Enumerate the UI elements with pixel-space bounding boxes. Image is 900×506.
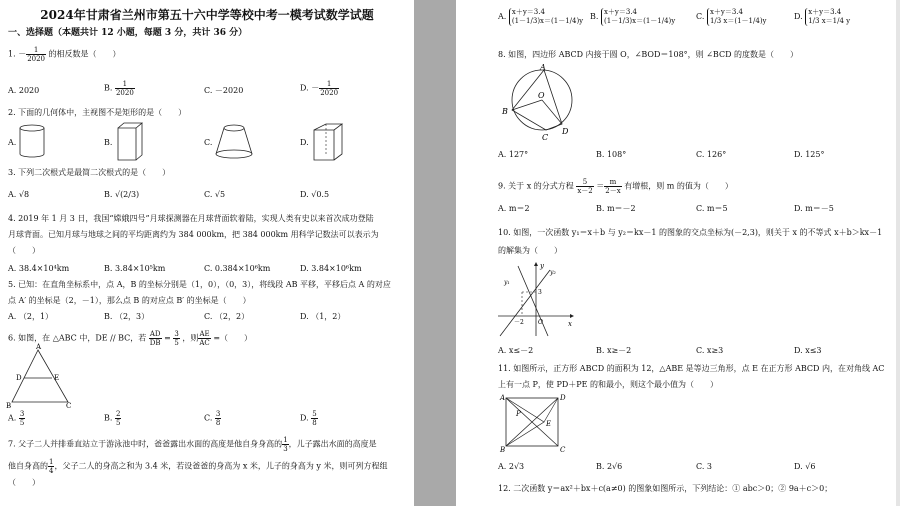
question-8: 8. 如图，四边形 ABCD 内接于圆 O，∠BOD＝108°，则 ∠BCD 的度数是（ ） bbox=[498, 50, 799, 59]
label-D: D bbox=[562, 127, 569, 136]
option-c[interactable]: C. 126° bbox=[696, 150, 727, 159]
option-c[interactable]: C. （2，2） bbox=[204, 312, 250, 321]
section-heading: 一、选择题（本题共计 12 小题，每题 3 分，共计 36 分） bbox=[8, 28, 248, 38]
question-11-line1: 11. 如图所示，正方形 ABCD 的面积为 12，△ABE 是等边三角形，点 E 在正方形 ABCD 内，在对角线 AC bbox=[498, 364, 885, 373]
option-a[interactable]: A. $\frac{3}{5}$ bbox=[8, 410, 25, 427]
option-b[interactable]: B. x＋y＝3.4 (1－1/3)x＝(1－1/4)y bbox=[590, 8, 676, 25]
label-y: y bbox=[540, 262, 544, 270]
prism-figure bbox=[312, 122, 348, 162]
question-text: 的相反数是（ ） bbox=[48, 49, 121, 59]
page-gap bbox=[414, 0, 456, 506]
option-a[interactable]: A. 2020 bbox=[8, 86, 40, 95]
document-page-right bbox=[456, 0, 900, 506]
option-b[interactable]: B. bbox=[104, 138, 113, 147]
label-C: C bbox=[66, 402, 72, 410]
page-title: 2024年甘肃省兰州市第五十六中学等校中考一模考试数学试题 bbox=[40, 8, 374, 22]
label-y1: y₁ bbox=[504, 279, 510, 286]
question-12: 12. 二次函数 y＝ax²＋bx＋c(a≠0) 的图象如图所示，下列结论：① abc＞0；② 9a＋c＞0； bbox=[498, 484, 833, 493]
option-d[interactable]: D. （1，2） bbox=[300, 312, 346, 321]
question-7-line2: 他自身高的 $\frac{1}{4}$ ，父子二人的身高之和为 3.4 米，若设爸爸的身高为 x 米，儿子的身高为 y 米，则可列方程组 bbox=[8, 458, 388, 475]
option-b[interactable]: B. 3.84×10⁵km bbox=[104, 264, 166, 273]
option-a[interactable]: A. m＝2 bbox=[498, 204, 530, 213]
label-three: 3 bbox=[538, 289, 542, 296]
option-d[interactable]: D. － $\frac{1}{2020}$ bbox=[300, 80, 339, 97]
option-a[interactable]: A. 127° bbox=[498, 150, 529, 159]
square-figure bbox=[500, 394, 566, 452]
option-b[interactable]: B. $\frac{1}{2020}$ bbox=[104, 80, 134, 97]
option-a[interactable]: A. √8 bbox=[8, 190, 30, 199]
question-10-line1: 10. 如图，一次函数 y₁＝x＋b 与 y₂＝kx－1 的图象的交点坐标为(－2,3)，则关于 x 的不等式 x＋b＞kx－1 bbox=[498, 228, 883, 237]
option-c[interactable]: C. $\frac{3}{8}$ bbox=[204, 410, 221, 427]
question-number: 1. bbox=[8, 49, 16, 59]
fraction: $\frac{1}{2020}$ bbox=[27, 46, 46, 63]
label-C: C bbox=[542, 133, 549, 142]
cylinder-figure bbox=[18, 124, 48, 160]
option-b[interactable]: B. 2√6 bbox=[596, 462, 623, 471]
label-B: B bbox=[6, 402, 12, 410]
label-B: B bbox=[500, 446, 506, 454]
option-d[interactable]: D. 3.84×10⁶km bbox=[300, 264, 362, 273]
linear-functions-graph bbox=[496, 262, 576, 338]
option-b[interactable]: B. 108° bbox=[596, 150, 627, 159]
label-neg2: －2 bbox=[514, 319, 524, 326]
cuboid-figure bbox=[116, 122, 146, 162]
question-10-line2: 的解集为（ ） bbox=[498, 246, 562, 255]
option-d[interactable]: D. m＝－5 bbox=[794, 204, 834, 213]
question-7-line1: 7. 父子二人并排垂直站立于游泳池中时，爸爸露出水面的高度是他自身身高的 $\frac{1}{3}$ ，儿子露出水面的高度是 bbox=[8, 436, 377, 453]
label-A: A bbox=[500, 394, 506, 402]
option-c[interactable]: C. 0.384×10⁶km bbox=[204, 264, 271, 273]
option-b[interactable]: B. √(2/3) bbox=[104, 190, 140, 199]
label-P: P bbox=[516, 410, 521, 418]
label-D: D bbox=[560, 394, 566, 402]
option-a[interactable]: A. x＋y＝3.4 (1－1/3)x＝(1－1/4)y bbox=[498, 8, 584, 25]
label-C: C bbox=[560, 446, 566, 454]
option-b[interactable]: B. （2，3） bbox=[104, 312, 150, 321]
option-a[interactable]: A. x≤－2 bbox=[498, 346, 534, 355]
question-5-line2: 点 A′ 的坐标是（2，－1），那么点 B 的对应点 B′ 的坐标是（ ） bbox=[8, 296, 251, 305]
label-x: x bbox=[568, 320, 572, 328]
question-5-line1: 5. 已知：在直角坐标系中，点 A，B 的坐标分别是（1，0），（0，3），将线段 AB 平移，平移后点 A 的对应 bbox=[8, 280, 391, 289]
option-c[interactable]: C. 3 bbox=[696, 462, 713, 471]
option-d[interactable]: D. 125° bbox=[794, 150, 825, 159]
option-a[interactable]: A. （2，1） bbox=[8, 312, 54, 321]
label-O: O bbox=[538, 91, 545, 100]
label-E: E bbox=[546, 420, 552, 428]
question-11-line2: 上有一点 P，使 PD＋PE 的和最小，则这个最小值为（ ） bbox=[498, 380, 719, 389]
option-c[interactable]: C. x≥3 bbox=[696, 346, 724, 355]
option-d[interactable]: D. $\frac{5}{8}$ bbox=[300, 410, 317, 427]
frustum-figure bbox=[214, 124, 254, 160]
option-d[interactable]: D. x＋y＝3.4 1/3 x＝1/4 y bbox=[794, 8, 851, 25]
label-E: E bbox=[54, 374, 60, 382]
circle-quadrilateral-figure bbox=[502, 63, 582, 142]
question-4-line1: 4. 2019 年 1 月 3 日，我国“嫦娥四号”月球探测器在月球背面软着陆，实现人类有史以来首次成功登陆 bbox=[8, 214, 374, 223]
option-b[interactable]: B. $\frac{2}{5}$ bbox=[104, 410, 121, 427]
question-2: 2. 下面的几何体中，主视图不是矩形的是（ ） bbox=[8, 108, 187, 117]
option-b[interactable]: B. x≥－2 bbox=[596, 346, 632, 355]
option-a[interactable]: A. 38.4×10⁴km bbox=[8, 264, 70, 273]
label-B: B bbox=[502, 107, 508, 116]
option-d[interactable]: D. x≤3 bbox=[794, 346, 822, 355]
option-c[interactable]: C. √5 bbox=[204, 190, 226, 199]
question-6: 6. 如图，在 △ABC 中，DE // BC，若 $\frac{AD}{DB}$ = $\frac{3}{5}$ ，则 $\frac{AE}{AC}$ =（ ） bbox=[8, 330, 253, 347]
question-1: 1. － $\frac{1}{2020}$ 的相反数是（ ） bbox=[8, 46, 121, 63]
option-b[interactable]: B. m＝－2 bbox=[596, 204, 636, 213]
option-c[interactable]: C. x＋y＝3.4 1/3 x＝(1－1/4)y bbox=[696, 8, 767, 25]
option-a[interactable]: A. bbox=[8, 138, 17, 147]
option-c[interactable]: C. bbox=[204, 138, 213, 147]
question-4-line3: （ ） bbox=[8, 246, 40, 255]
question-9: 9. 关于 x 的分式方程 $\frac{5}{x-2}$ ＝ $\frac{m}{2-x}$ 有增根，则 m 的值为（ ） bbox=[498, 178, 733, 195]
option-d[interactable]: D. bbox=[300, 138, 309, 147]
option-d[interactable]: D. √6 bbox=[794, 462, 816, 471]
option-c[interactable]: C. －2020 bbox=[204, 86, 244, 95]
label-A: A bbox=[540, 63, 546, 72]
option-c[interactable]: C. m＝5 bbox=[696, 204, 728, 213]
option-d[interactable]: D. √0.5 bbox=[300, 190, 330, 199]
option-a[interactable]: A. 2√3 bbox=[498, 462, 525, 471]
triangle-figure bbox=[6, 343, 78, 410]
label-D: D bbox=[16, 374, 22, 382]
scrollbar[interactable] bbox=[896, 0, 900, 506]
label-A: A bbox=[36, 343, 42, 351]
document-page-left bbox=[0, 0, 414, 506]
question-4-line2: 月球背面。已知月球与地球之间的平均距离约为 384 000km，把 384 000km 用科学记数法可以表示为 bbox=[8, 230, 379, 239]
question-7-line3: （ ） bbox=[8, 478, 40, 487]
label-origin: O bbox=[538, 319, 543, 326]
label-y2: y₂ bbox=[550, 269, 556, 276]
question-3: 3. 下列二次根式是最简二次根式的是（ ） bbox=[8, 168, 171, 177]
